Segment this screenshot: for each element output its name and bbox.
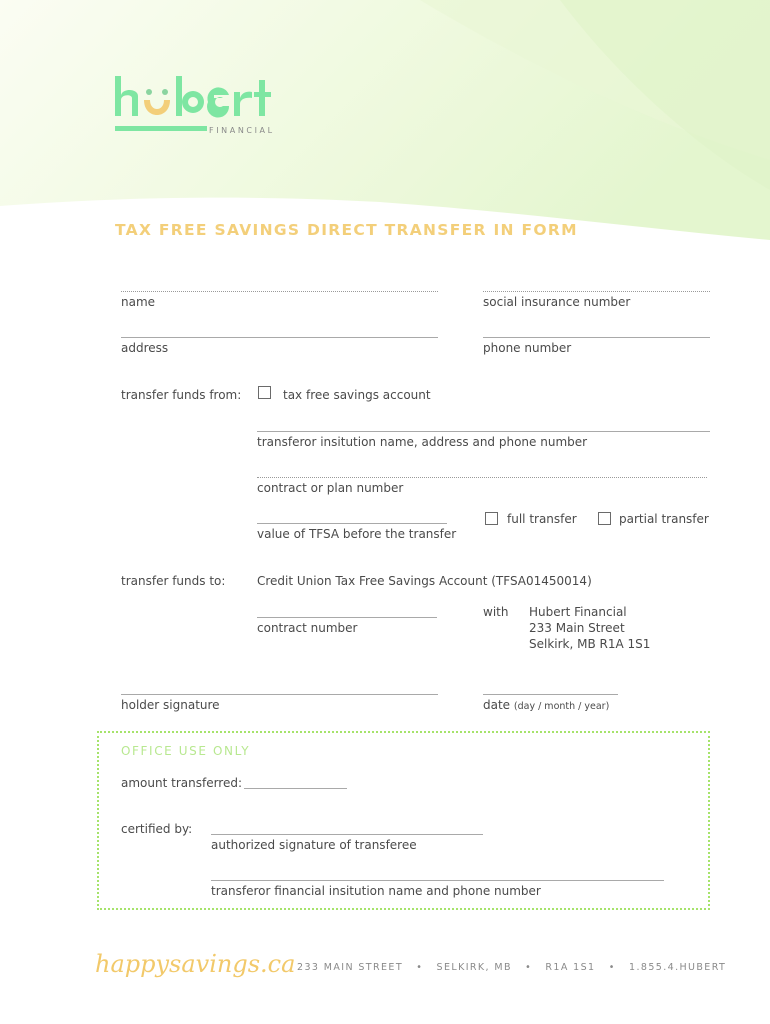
full-transfer-label: full transfer	[507, 512, 577, 526]
contract-number-label: contract number	[257, 621, 358, 635]
transferor-info-line[interactable]	[257, 431, 710, 432]
partial-transfer-checkbox[interactable]	[598, 512, 611, 525]
name-label: name	[121, 295, 156, 309]
date-line[interactable]	[483, 694, 618, 695]
authorized-signature-label: authorized signature of transferee	[211, 838, 417, 852]
sin-label: social insurance number	[483, 295, 631, 309]
recipient-city: Selkirk, MB R1A 1S1	[529, 637, 651, 651]
form-title: TAX FREE SAVINGS DIRECT TRANSFER IN FORM	[115, 221, 578, 239]
tfsa-value-line[interactable]	[257, 523, 447, 524]
full-transfer-checkbox[interactable]	[485, 512, 498, 525]
with-label: with	[483, 605, 509, 619]
address-line[interactable]	[121, 337, 438, 338]
address-label: address	[121, 341, 169, 355]
certified-by-label: certified by:	[121, 822, 193, 836]
recipient-street: 233 Main Street	[529, 621, 625, 635]
amount-transferred-label: amount transferred:	[121, 776, 243, 790]
transfer-to-label: transfer funds to:	[121, 574, 226, 588]
logo-subtitle: FINANCIAL	[209, 126, 275, 135]
sin-line[interactable]	[483, 291, 710, 292]
header-background-wave	[0, 0, 770, 330]
date-text: date	[483, 698, 511, 712]
brand-logo	[112, 74, 282, 138]
recipient-name: Hubert Financial	[529, 605, 627, 619]
date-format-hint: (day / month / year)	[513, 701, 610, 712]
name-line[interactable]	[121, 291, 438, 292]
transfer-to-account: Credit Union Tax Free Savings Account (TFSA01450014)	[257, 574, 592, 588]
tfsa-value-label: value of TFSA before the transfer	[257, 527, 457, 541]
footer-tagline[interactable]: happysavings.ca	[95, 950, 296, 978]
contract-plan-line[interactable]	[257, 477, 707, 478]
authorized-signature-line[interactable]	[211, 834, 483, 835]
contract-plan-label: contract or plan number	[257, 481, 404, 495]
date-label	[483, 698, 609, 712]
footer-address: 233 MAIN STREET • SELKIRK, MB • R1A 1S1 • 1.855.4.HUBERT	[297, 962, 727, 973]
transferor-fin-line[interactable]	[211, 880, 664, 881]
phone-label: phone number	[483, 341, 572, 355]
transferor-fin-label: transferor financial insitution name and phone number	[211, 884, 541, 898]
holder-signature-label: holder signature	[121, 698, 220, 712]
transfer-from-label: transfer funds from:	[121, 388, 242, 402]
tfsa-option-label: tax free savings account	[283, 388, 431, 402]
tfsa-checkbox[interactable]	[258, 386, 271, 399]
transferor-info-label: transferor insitution name, address and phone number	[257, 435, 588, 449]
phone-line[interactable]	[483, 337, 710, 338]
amount-transferred-line[interactable]	[244, 788, 347, 789]
partial-transfer-label: partial transfer	[619, 512, 709, 526]
office-use-title: OFFICE USE ONLY	[121, 744, 251, 758]
holder-signature-line[interactable]	[121, 694, 438, 695]
contract-number-line[interactable]	[257, 617, 437, 618]
